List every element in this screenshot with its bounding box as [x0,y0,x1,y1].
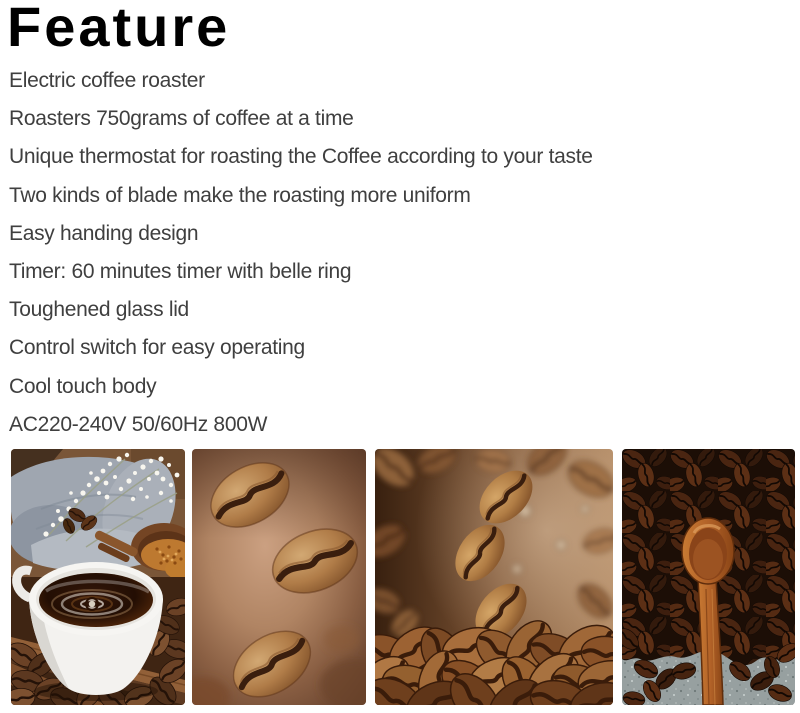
feature-item: Unique thermostat for roasting the Coffee according to your taste [9,145,593,169]
page-title: Feature [7,0,231,58]
coffee-cup-photo [11,449,185,705]
feature-item: Toughened glass lid [9,298,189,322]
spoon-beans-illustration [622,449,795,705]
falling-beans-closeup-photo [192,449,366,705]
feature-item: Timer: 60 minutes timer with belle ring [9,260,352,284]
beans-pile-illustration [375,449,613,705]
feature-list [9,62,593,444]
feature-item: Easy handing design [9,221,199,245]
beans-falling-on-pile-photo [375,449,613,705]
feature-item: Control switch for easy operating [9,336,305,360]
coffee-cup-illustration [11,449,185,705]
feature-item: AC220-240V 50/60Hz 800W [9,412,268,436]
feature-item: Roasters 750grams of coffee at a time [9,107,354,131]
falling-beans-illustration [192,449,366,705]
feature-item: Electric coffee roaster [9,69,205,93]
photo-gallery [0,449,800,705]
feature-item: Two kinds of blade make the roasting more uniform [9,183,471,207]
feature-item: Cool touch body [9,374,157,398]
wooden-spoon-beans-photo [622,449,795,705]
